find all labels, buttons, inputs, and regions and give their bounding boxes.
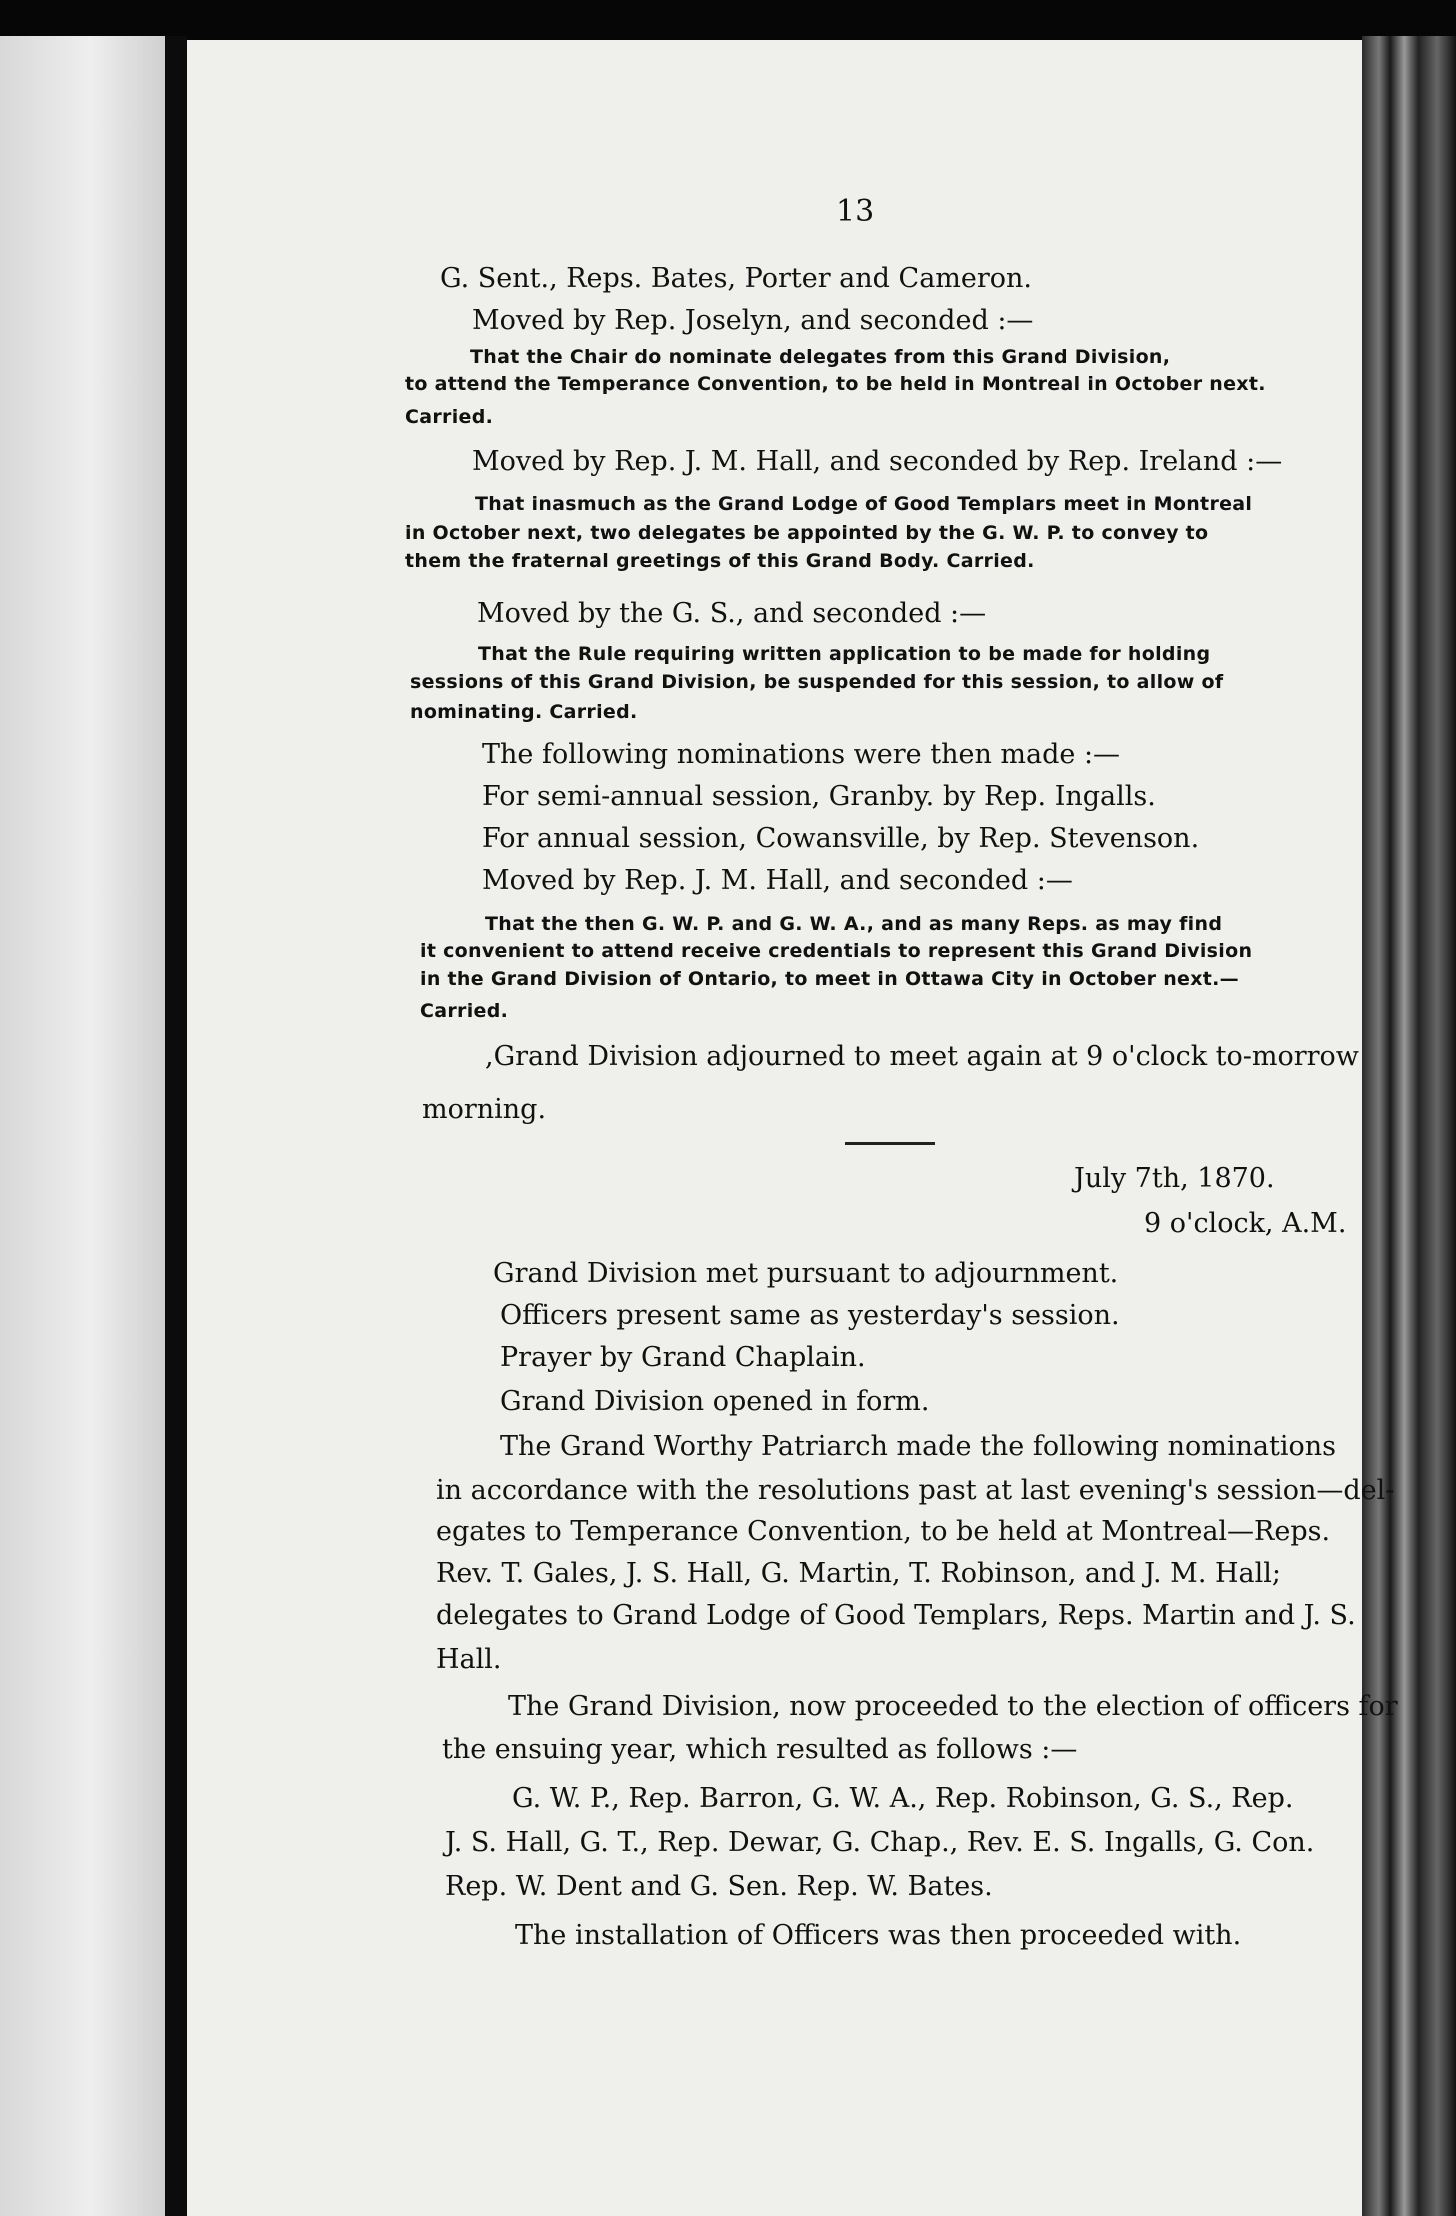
text-line: The Grand Division, now proceeded to the election of officers for [508,1691,1398,1722]
text-line: egates to Temperance Convention, to be held at Montreal—Reps. [436,1516,1331,1547]
text-line: it convenient to attend receive credentials to represent this Grand Division [420,940,1253,962]
section-divider [845,1142,935,1145]
text-line: Grand Division opened in form. [500,1386,930,1417]
text-line: delegates to Grand Lodge of Good Templars, Reps. Martin and J. S. [436,1600,1356,1631]
text-line: Moved by Rep. Joselyn, and seconded :— [472,305,1034,336]
text-line: The Grand Worthy Patriarch made the following nominations [500,1431,1336,1462]
text-line: J. S. Hall, G. T., Rep. Dewar, G. Chap., Rev. E. S. Ingalls, G. Con. [445,1827,1315,1858]
text-line: in October next, two delegates be appointed by the G. W. P. to convey to [405,522,1209,544]
time-line: 9 o'clock, A.M. [1144,1208,1347,1239]
date-line: July 7th, 1870. [1074,1163,1275,1194]
page-number: 13 [836,194,875,229]
text-line: The following nominations were then made :— [482,739,1121,770]
text-line: nominating. Carried. [410,701,638,723]
text-line: Hall. [436,1644,502,1675]
text-line: them the fraternal greetings of this Grand Body. Carried. [405,550,1035,572]
text-line: For annual session, Cowansville, by Rep. Stevenson. [482,823,1200,854]
text-line: Moved by Rep. J. M. Hall, and seconded :— [482,865,1073,896]
text-line: That the Chair do nominate delegates from this Grand Division, [470,346,1171,368]
text-line: Carried. [420,1000,509,1022]
text-line: the ensuing year, which resulted as follows :— [442,1734,1078,1765]
text-line: Grand Division met pursuant to adjournment. [493,1258,1119,1289]
text-line: Moved by Rep. J. M. Hall, and seconded by Rep. Ireland :— [472,446,1283,477]
text-line: Officers present same as yesterday's session. [500,1300,1120,1331]
text-line: That the then G. W. P. and G. W. A., and as many Reps. as may find [485,913,1223,935]
facing-page-edge [0,36,165,2216]
text-line: Moved by the G. S., and seconded :— [477,598,987,629]
text-line: ,Grand Division adjourned to meet again at 9 o'clock to-morrow [485,1041,1359,1072]
text-line: For semi-annual session, Granby. by Rep. Ingalls. [482,781,1156,812]
text-line: in the Grand Division of Ontario, to meet in Ottawa City in October next.— [420,968,1239,990]
text-line: Prayer by Grand Chaplain. [500,1342,866,1373]
text-line: The installation of Officers was then proceeded with. [515,1920,1242,1951]
page-stack-edge [1362,36,1456,2216]
text-line: Rep. W. Dent and G. Sen. Rep. W. Bates. [445,1871,993,1902]
text-line: That inasmuch as the Grand Lodge of Good Templars meet in Montreal [475,493,1253,515]
text-line: Carried. [405,406,494,428]
text-line: sessions of this Grand Division, be suspended for this session, to allow of [410,671,1224,693]
book-gutter [165,36,187,2216]
text-line: morning. [422,1094,547,1125]
text-line: G. Sent., Reps. Bates, Porter and Cameron. [440,263,1033,294]
text-line: G. W. P., Rep. Barron, G. W. A., Rep. Robinson, G. S., Rep. [512,1783,1294,1814]
text-line: Rev. T. Gales, J. S. Hall, G. Martin, T. Robinson, and J. M. Hall; [436,1558,1281,1589]
text-line: That the Rule requiring written application to be made for holding [478,643,1211,665]
text-line: to attend the Temperance Convention, to be held in Montreal in October next. [405,373,1266,395]
text-line: in accordance with the resolutions past at last evening's session—del- [436,1475,1395,1506]
